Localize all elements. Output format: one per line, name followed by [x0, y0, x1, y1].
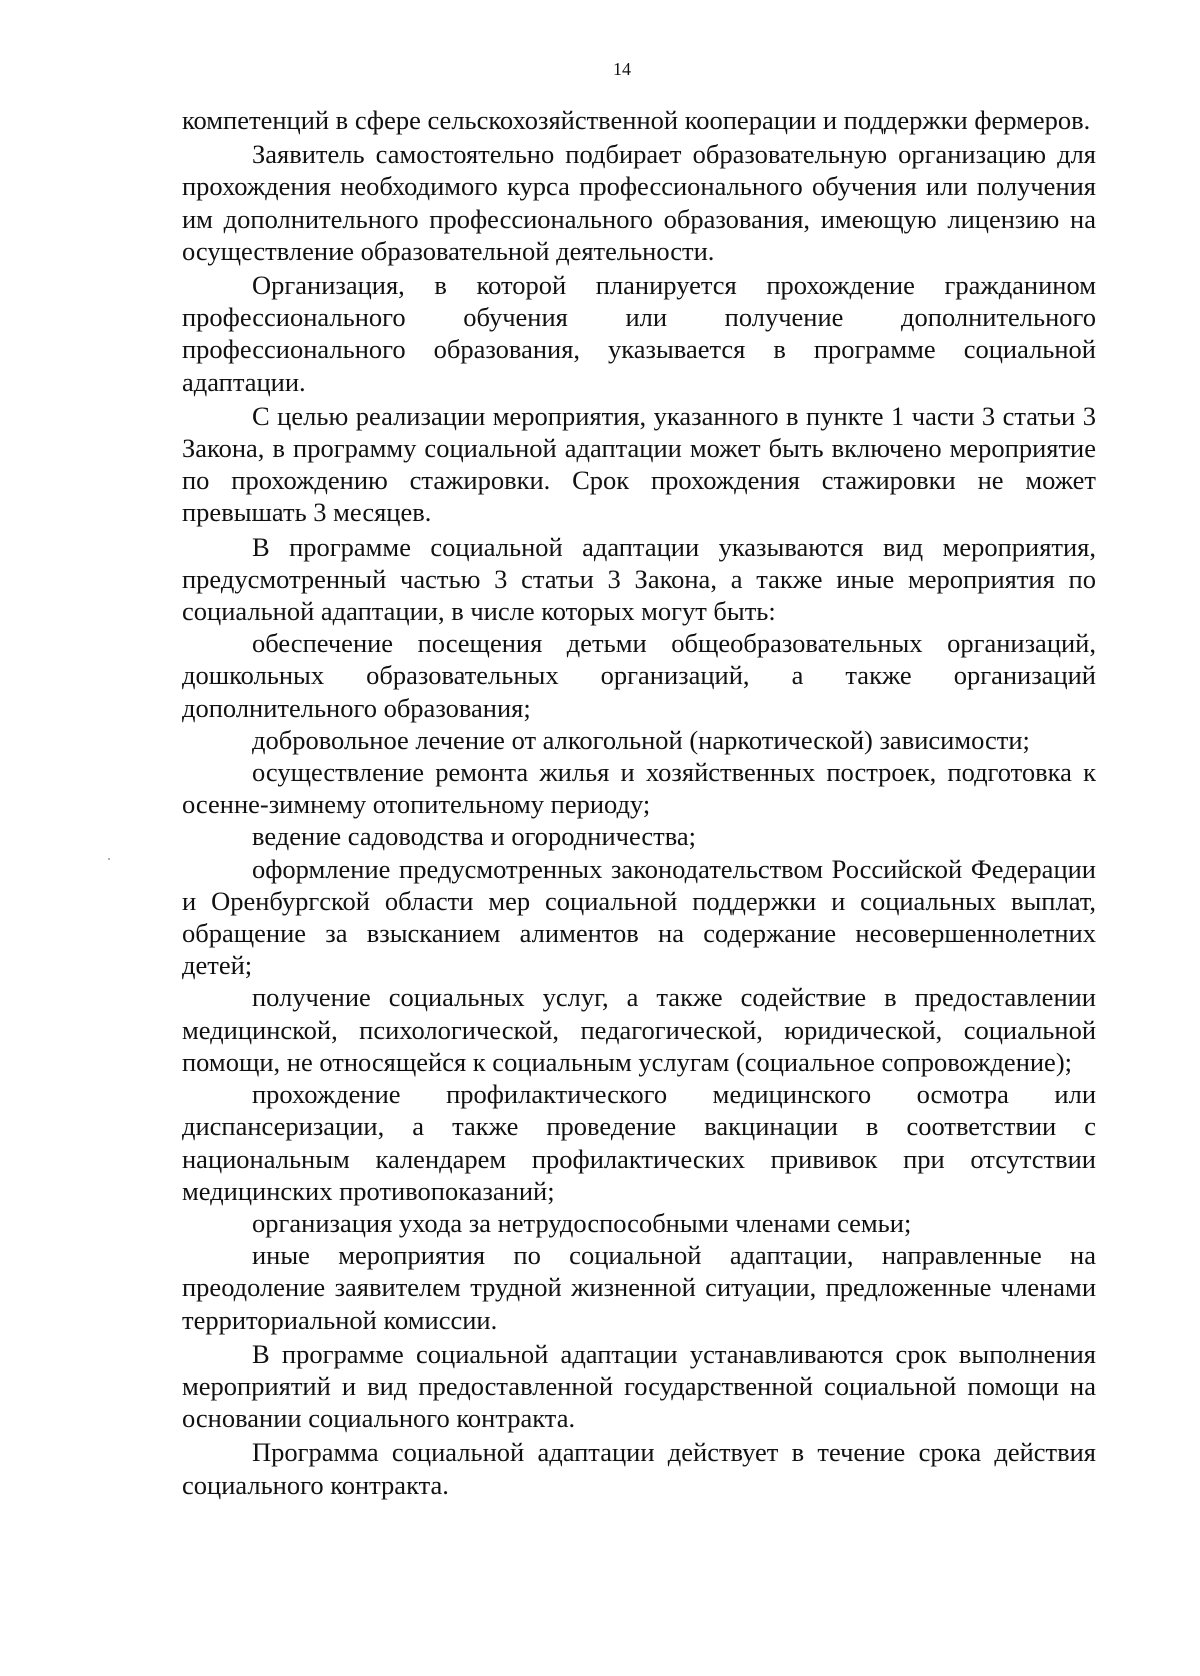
list-item-addiction-treatment: добровольное лечение от алкогольной (наркотической) зависимости; — [252, 724, 1030, 755]
scan-speck — [108, 858, 110, 860]
paragraph-internship: С целью реализации мероприятия, указанного в пункте 1 части 3 статьи 3 Закона, в программу социальной адаптации может быть включено мероприятие по прохождению стажировки. Срок прохождения стажировки не может превышать 3 месяцев. — [182, 400, 1096, 528]
list-item-other-measures: иные мероприятия по социальной адаптации, направленные на преодоление заявителем трудной жизненной ситуации, предложенные членами территориальной комиссии. — [182, 1240, 1096, 1335]
paragraph-program-duration: Программа социальной адаптации действует в течение срока действия социального контракта. — [182, 1437, 1096, 1500]
list-item-social-support-registration: оформление предусмотренных законодательством Российской Федерации и Оренбургской области мер социальной поддержки и социальных выплат, обращение за взысканием алиментов на содержание несовершеннолетних детей; — [182, 853, 1096, 981]
paragraph-applicant-chooses-organization: Заявитель самостоятельно подбирает образовательную организацию для прохождения необходимого курса профессионального обучения или получения им дополнительного профессионального образования, имеющую лицензию на осуществление образовательной деятельности. — [182, 139, 1096, 266]
list-item-housing-repair: осуществление ремонта жилья и хозяйственных построек, подготовка к осенне-зимнему отопительному периоду; — [182, 757, 1096, 820]
paragraph-training-organization: Организация, в которой планируется прохождение гражданином профессионального обучения или получение дополнительного профессионального образования, указывается в программе социальной адаптации. — [182, 270, 1096, 397]
list-item-school-attendance: обеспечение посещения детьми общеобразовательных организаций, дошкольных образовательных организаций, а также организаций дополнительного образования; — [182, 628, 1096, 723]
paragraph-adaptation-program-measures: В программе социальной адаптации указываются вид мероприятия, предусмотренный частью 3 статьи 3 Закона, а также иные мероприятия по социальной адаптации, в числе которых могут быть: — [182, 531, 1096, 627]
body-text — [182, 104, 1096, 1501]
list-item-medical-examination: прохождение профилактического медицинского осмотра или диспансеризации, а также проведение вакцинации в соответствии с национальным календарем профилактических прививок при отсутствии медицинских противопоказаний; — [182, 1079, 1096, 1206]
list-item-gardening: ведение садоводства и огородничества; — [252, 821, 697, 852]
page-number: 14 — [613, 59, 631, 79]
list-item-family-care: организация ухода за нетрудоспособными членами семьи; — [252, 1207, 912, 1238]
list-item-social-services: получение социальных услуг, а также содействие в предоставлении медицинской, психологической, педагогической, юридической, социальной помощи, не относящейся к социальным услугам (социальное сопровождение); — [182, 982, 1096, 1077]
paragraph-continuation: компетенций в сфере сельскохозяйственной кооперации и поддержки фермеров. — [182, 105, 1091, 135]
paragraph-deadlines-and-aid-type: В программе социальной адаптации устанавливаются срок выполнения мероприятий и вид предоставленной государственной социальной помощи на основании социального контракта. — [182, 1338, 1096, 1434]
